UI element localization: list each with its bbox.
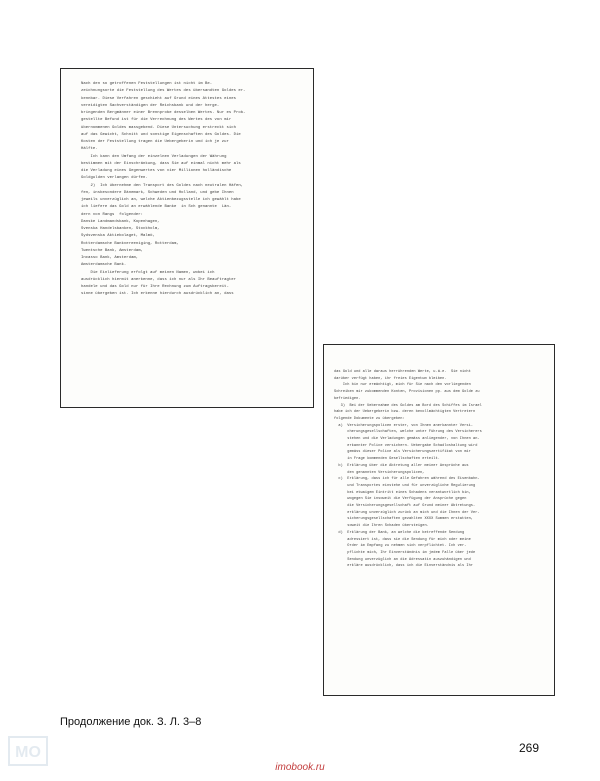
document-line: Hälfte. [81,147,98,152]
document-line: Ich bin nur ermächtigt, mich für Sie nach den vorliegenden [334,383,471,388]
document-line: wogegen Sie insoweit die Verfügung der Ansprüche gegen [334,497,467,502]
document-line: dern von Rangs folgender: [81,212,144,217]
document-line: sinne übergeben ist. Ich erkenne hierdurch ausdrücklich an, dass [81,292,234,297]
document-line: das Gold und alle daraus herrührenden Werte, u.ä.e. Sie nicht [334,370,471,374]
document-line: erklärung unverzüglich zurück an mich und die Ihnen der Ver- [334,510,480,515]
document-line: 3) Bei der Uebernahme des Goldes am Bord des Schiffes im Israel [334,403,482,408]
document-line: vereidigten Sachverständigen der Reichsbank und der herge- [81,103,220,108]
document-line: die Verladung eines Gegenwertes von vier Millionen holländische [81,169,232,173]
document-line: Order im Empfang zu nehmen sich verpflichtet. Ich ver- [334,544,467,549]
document-line: Incasso Bank, Amsterdam, [81,256,139,260]
page-number: 269 [519,741,540,755]
document-line: handele und das Gold nur für Ihre Rechnung zum Auftragsbereit- [81,285,229,289]
document-line: Kosten der Feststellung tragen die Uebergeberin und ich je zur [81,140,229,144]
watermark-logo-icon [8,736,48,766]
document-line: bestimmen mit der Einschränkung, dass Sie auf einmal nicht mehr als [81,161,241,166]
document-line: den genannten Versicherungspolicen, [334,470,425,475]
document-line: darüber verfügt haben, ihr freies Eigentum bleiben. [334,376,447,381]
document-line: kennbar. Diese Verfahren geschieht auf Grund eines Attestes eines [81,96,237,101]
document-line: sicherungsgesellschaften gezahlten XXXX Summen erstatten, [334,517,474,522]
document-line: bei etwaigem Eintritt eines Schadens verantwortlich bin, [334,490,471,495]
document-line: pflichte mich, Ihr Einverständnis im jedem Falle über jede [334,550,476,555]
watermark-logo-text: МО [15,744,41,761]
document-line: Schreiben mir zukommenden Konten, Provisionen pp. aus dem Golde zu [334,390,480,395]
document-line: bringenden Bergmänner einer Brennprobe desselben Wertes. Nur es Prob- [81,111,246,115]
document-line: Nach den so getroffenen Feststellungen ist nicht im Be- [81,82,213,86]
document-line: gestellte Befund ist für die Verrechnung des Wertes des von mir [81,118,232,123]
document-line: befriedigen. [334,396,361,401]
document-line: und Transportes einstehe und für unverzügliche Regulierung [334,483,476,488]
document-line: Sendung unverzüglich an die Adressatin auszuhändigen und [334,557,471,562]
caption: Продолжение док. З. Л. 3–8 [60,716,202,728]
document-line: die Versicherungsgesellschaft auf Grund meiner Abtretungs- [334,504,476,509]
document-line: ausdrücklich hiermit anerkenne, dass ich nur als Ihr Beauftragter [81,277,237,282]
document-line: erkläre ausdrücklich, dass ich die Einverständnis als Ihr [334,564,474,569]
document-line: b) Erklärung über die Abtretung aller meiner Ansprüche aus [334,463,469,468]
document-line: folgende Dokumente zu übergeben: [334,416,405,421]
document-line: a) Versicherungspolicen erster, von Ihnen anerkannter Versi- [334,423,474,428]
document-line: in Frage kommenden Gesellschaften erteilt. [334,457,440,462]
document-line: Die Einlieferung erfolgt auf meinen Namen, wobei ich [81,270,215,275]
document-line: Ich kann den Umfang der einzelnen Verladungen der Währung [81,154,227,159]
document-line: jeweils unverzüglich an, welche Aktienbezugsstelle ich gewählt habe [81,198,241,202]
document-line: adressiert ist, dass sie die Sendung für mich oder meine [334,537,471,542]
document-line: stehen und die Verladungen gemäss anliegender, von Ihnen an- [334,437,480,442]
document-line: erkannter Police versichern. Uebergabe Schadloshaltung wird [334,443,478,448]
scanned-document-right [323,344,555,696]
scanned-document-left [60,68,314,408]
document-line: c) Erklärung, dass ich für alle Gefahren während des Eisenbahn- [334,477,480,482]
document-line: soweit die Ihren Schaden übersteigen. [334,524,429,529]
document-line: Svenska Handelsbanken, Stockholm, [81,227,160,231]
document-line: Twentsche Bank, Amsterdam, [81,248,144,253]
document-line: ich liefere das Gold an erwählende Banke in Sch genannte Län- [81,205,232,210]
document-line: Goldgulden verlangen dürfen. [81,176,148,181]
document-line: gemäss dieser Police als Versicherungszertifikat von mir [334,450,471,455]
site-link[interactable]: imobook.ru [275,762,325,773]
document-line: zeichnungsorte die Feststellung des Wertes des übersandten Goldes er- [81,89,246,94]
document-line: habe ich der Uebergeberin bzw. deren bevollmächtigten Vertretern [334,410,476,415]
document-line: übernommenen Goldes massgebend. Diese Untersuchung erstreckt sich [81,125,237,130]
document-line: d) Erklärung der Bank, an welche die betreffende Sendung [334,530,465,535]
document-line: Amsterdamsche Bank. [81,263,127,268]
document-line: Danske Landmandsbank, Kopenhagen, [81,219,160,224]
document-line: auf das Gewicht, Schnitt und sonstige Eigenschaften des Goldes. Die [81,132,241,137]
document-line: 2) Ich übernehme den Transport des Goldes nach neutralen Häfen, [81,183,244,188]
document-line: Sydsvenska Aktiebolaget, Malmö, [81,234,155,239]
document-line: fen, insbesondere Dänemark, Schweden und Holland, und gebe Ihnen [81,190,234,195]
document-line: cherungsgesellschaften, welche unter Führung des Versicherers [334,430,482,435]
document-line: Rotterdamsche Bankvereeniging, Rotterdam, [81,241,179,246]
